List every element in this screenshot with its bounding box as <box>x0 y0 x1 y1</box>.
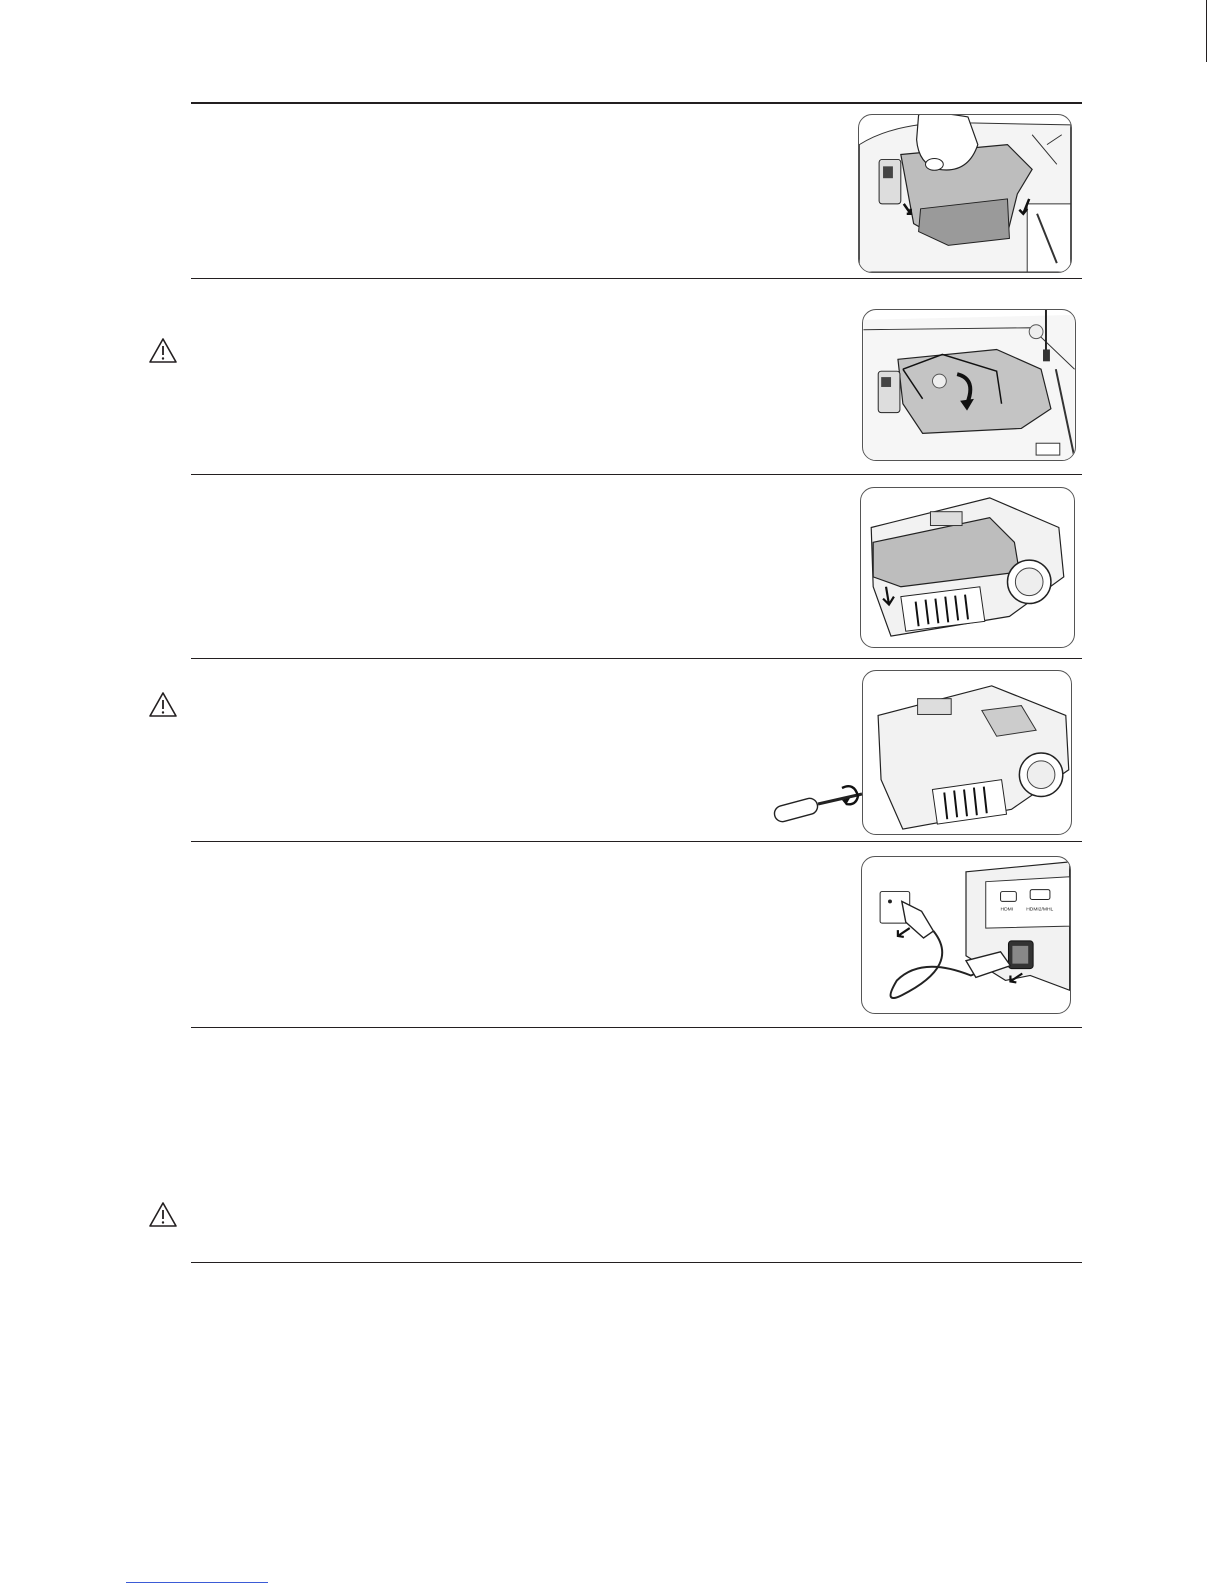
lamp-screw-tighten-illustration <box>862 309 1076 461</box>
port-label: HDMI <box>1000 907 1014 913</box>
step-divider <box>191 841 1082 842</box>
step-divider <box>191 278 1082 279</box>
port-label: HDMI2/MHL <box>1026 907 1054 913</box>
lamp-cover-replace-illustration <box>860 487 1075 648</box>
warning-icon <box>148 337 178 364</box>
lamp-insert-illustration <box>858 114 1072 273</box>
warning-icon <box>148 691 178 718</box>
footer-link-underline[interactable] <box>126 1582 268 1583</box>
table-top-rule <box>191 102 1082 104</box>
note-bottom-rule <box>191 1262 1082 1263</box>
screwdriver-icon <box>770 780 870 830</box>
step-divider <box>191 658 1082 659</box>
step-divider <box>191 474 1082 475</box>
table-bottom-rule <box>191 1027 1082 1028</box>
power-reconnect-illustration <box>861 856 1071 1014</box>
warning-icon <box>148 1201 178 1228</box>
page-edge-marker <box>1206 0 1207 62</box>
cover-screw-tighten-illustration <box>862 670 1072 835</box>
